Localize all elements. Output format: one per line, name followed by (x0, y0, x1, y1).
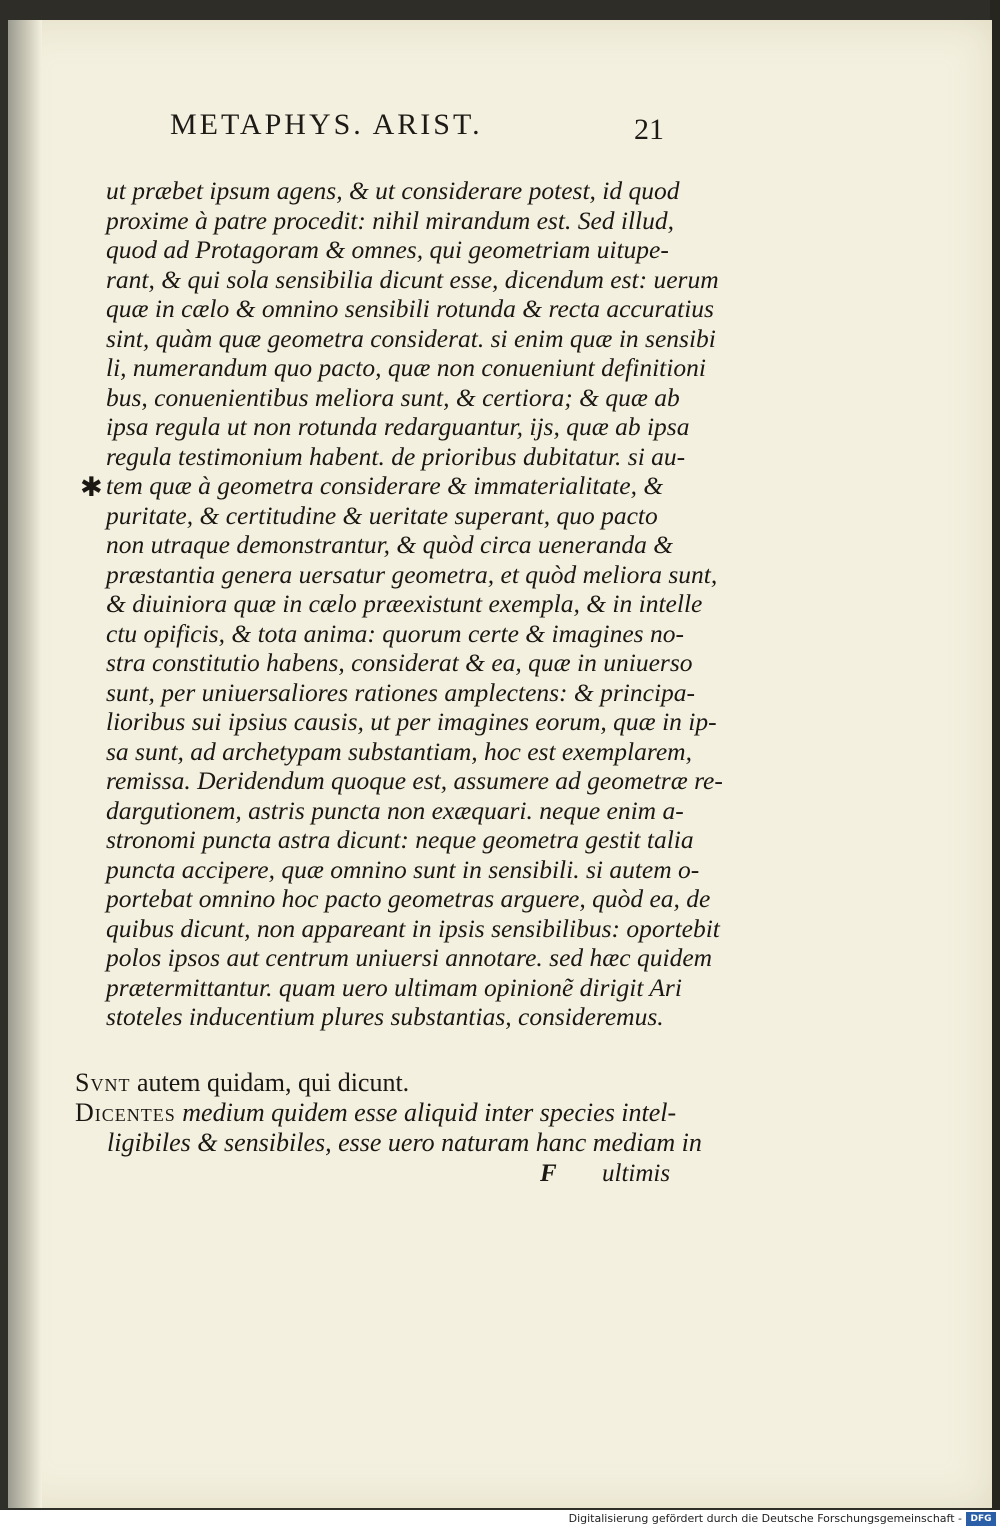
running-head: METAPHYS. ARIST. (170, 108, 483, 141)
text-line: portebat omnino hoc pacto geometras arguere, quòd ea, de (106, 884, 711, 913)
text-line: non utraque demonstrantur, & quòd circa ueneranda & (106, 530, 674, 559)
page-number: 21 (634, 113, 664, 146)
text-line: ut præbet ipsum agens, & ut considerare potest, id quod (106, 176, 680, 205)
comment-line-continued: ligibiles & sensibiles, esse uero naturam hanc mediam in (107, 1128, 702, 1157)
text-line: lioribus sui ipsius causis, ut per imagines eorum, quæ in ip- (106, 707, 717, 736)
text-line: sint, quàm quæ geometra considerat. si enim quæ in sensibi (106, 323, 716, 353)
text-line: remissa. Deridendum quoque est, assumere ad geometræ re- (106, 766, 723, 795)
lemma-section (75, 1068, 702, 1158)
asterisk-marker-icon: ✱ (80, 472, 103, 503)
dfg-logo-icon: DFG (966, 1512, 996, 1526)
comment-text: medium quidem esse aliquid inter species intel- (182, 1098, 677, 1127)
text-line: rant, & qui sola sensibilia dicunt esse, dicendum est: uerum (106, 264, 719, 294)
footer-bar (0, 1510, 1000, 1529)
catchword: ultimis (602, 1160, 671, 1187)
text-line: stronomi puncta astra dicunt: neque geometra gestit talia (106, 825, 694, 854)
text-line: puncta accipere, quæ omnino sunt in sensibili. si autem o- (106, 854, 700, 884)
text-line: stoteles inducentium plures substantias, consideremus. (106, 1002, 664, 1031)
text-line: bus, conuenientibus meliora sunt, & certiora; & quæ ab (106, 382, 680, 412)
text-line: polos ipsos aut centrum uniuersi annotare. sed hæc quidem (106, 943, 713, 972)
comment-line (75, 1098, 695, 1128)
text-line: tem quæ à geometra considerare & immaterialitate, & (106, 471, 664, 500)
text-line: præstantia genera uersatur geometra, et quòd meliora sunt, (106, 559, 718, 589)
text-line: ipsa regula ut non rotunda redarguantur, ijs, quæ ab ipsa (106, 412, 690, 441)
text-line: quod ad Protagoram & omnes, qui geometriam uitupe- (106, 235, 669, 264)
lemma-line (75, 1068, 695, 1098)
text-line: proxime à patre procedit: nihil mirandum est. Sed illud, (106, 205, 675, 235)
text-line: sa sunt, ad archetypam substantiam, hoc est exemplarem, (106, 736, 692, 766)
text-line: prætermittantur. quam uero ultimam opinionẽ dirigit Ari (106, 972, 682, 1002)
page-gutter-shadow (8, 20, 42, 1508)
text-line: ctu opificis, & tota anima: quorum certe & imagines no- (106, 618, 684, 648)
text-line: & diuiniora quæ in cælo præexistunt exempla, & in intelle (106, 589, 703, 618)
text-line: quæ in cælo & omnino sensibili rotunda & recta accuratius (106, 294, 714, 323)
text-line: puritate, & certitudine & ueritate superant, quo pacto (106, 500, 658, 530)
comment-initial-word: Dicentes (75, 1098, 176, 1127)
lemma-initial-word: Svnt (75, 1068, 131, 1097)
signature-mark: F (540, 1160, 557, 1187)
text-line: quibus dicunt, non appareant in ipsis sensibilibus: oportebit (106, 913, 720, 943)
funding-notice: Digitalisierung gefördert durch die Deutsche Forschungsgemeinschaft - (568, 1512, 962, 1525)
lemma-text: autem quidam, qui dicunt. (136, 1068, 410, 1097)
text-line: li, numerandum quo pacto, quæ non conueniunt definitioni (106, 353, 706, 382)
text-line: dargutionem, astris puncta non exæquari. neque enim a- (106, 795, 684, 825)
text-line: regula testimonium habent. de prioribus dubitatur. si au- (106, 441, 686, 471)
text-line: stra constitutio habens, considerat & ea, quæ in uniuerso (106, 648, 693, 677)
commentary-body (106, 176, 723, 1032)
text-line: sunt, per uniuersaliores rationes amplectens: & principa- (106, 677, 696, 707)
